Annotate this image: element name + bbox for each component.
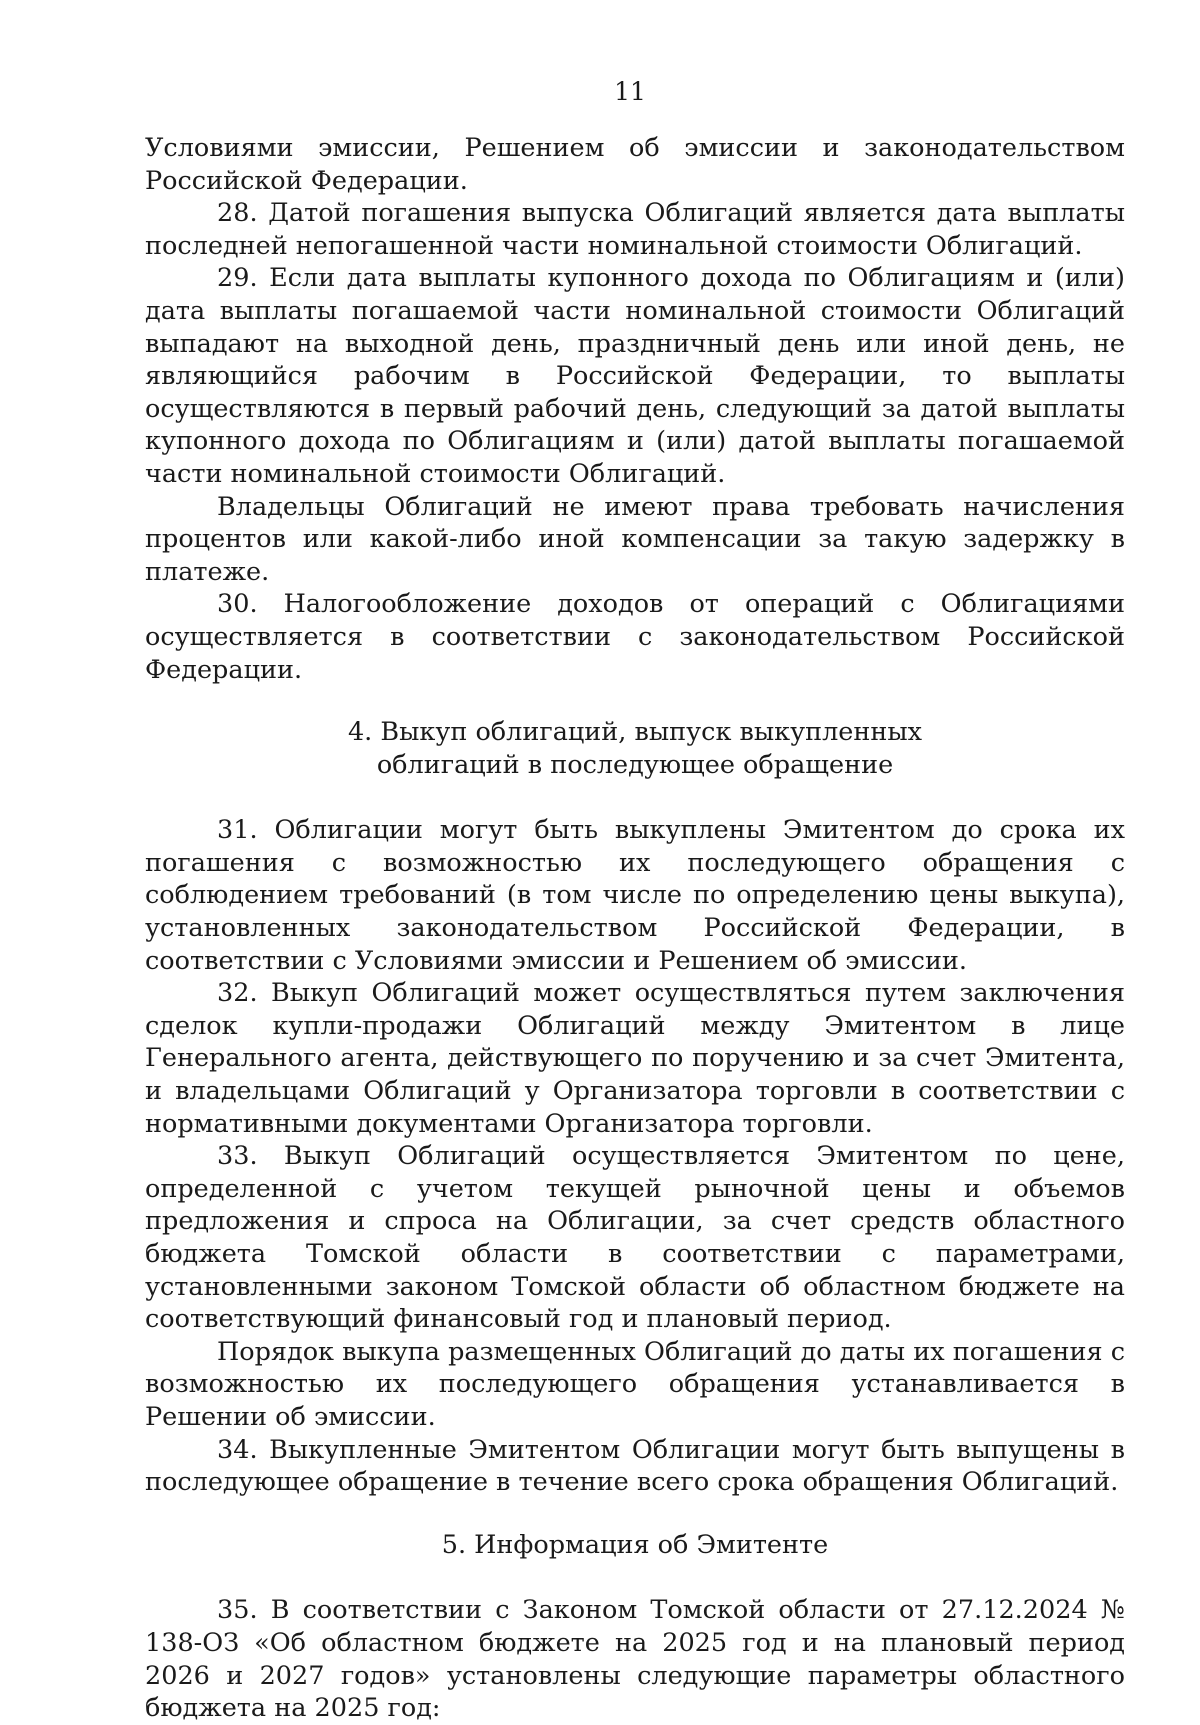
- paragraph-31: 31. Облигации могут быть выкуплены Эмитентом до срока их погашения с возможностью их последующего обращения с соблюдением требований (в том числе по определению цены выкупа), установленных законодательством Российской Федерации, в соответствии с Условиями эмиссии и Решением об эмиссии.: [145, 815, 1125, 976]
- spacer: [145, 1561, 1125, 1594]
- spacer: [145, 686, 1125, 716]
- section-4-heading-line-2: облигаций в последующее обращение: [376, 749, 894, 780]
- paragraph-29: 29. Если дата выплаты купонного дохода по Облигациям и (или) дата выплаты погашаемой части номинальной стоимости Облигаций выпадают на выходной день, праздничный день или иной день, не являющийся рабочим в Российской Федерации, то выплаты осуществляются в первый рабочий день, следующий за датой выплаты купонного дохода по Облигациям и (или) датой выплаты погашаемой части номинальной стоимости Облигаций.: [145, 263, 1125, 489]
- section-4-heading-line-1: 4. Выкуп облигаций, выпуск выкупленных: [347, 717, 923, 748]
- spacer: [145, 1499, 1125, 1529]
- spacer: [145, 781, 1125, 814]
- paragraph-28: 28. Датой погашения выпуска Облигаций является дата выплаты последней непогашенной части номинальной стоимости Облигаций.: [145, 198, 1125, 261]
- paragraph-continuation: Условиями эмиссии, Решением об эмиссии и законодательством Российской Федерации.: [145, 133, 1125, 196]
- paragraph-30: 30. Налогообложение доходов от операций с Облигациями осуществляется в соответствии с законодательством Российской Федерации.: [145, 589, 1125, 685]
- section-5-heading: 5. Информация об Эмитенте: [441, 1529, 829, 1560]
- paragraph-33: 33. Выкуп Облигаций осуществляется Эмитентом по цене, определенной с учетом текущей рыночной цены и объемов предложения и спроса на Облигации, за счет средств областного бюджета Томской области в соответствии с параметрами, установленными законом Томской области об областном бюджете на соответствующий финансовый год и плановый период.: [145, 1141, 1125, 1335]
- section-4-heading: [145, 716, 1125, 781]
- document-body: [145, 132, 1125, 1725]
- page-number: 11: [614, 77, 646, 106]
- paragraph-33-procedure: Порядок выкупа размещенных Облигаций до даты их погашения с возможностью их последующего обращения устанавливается в Решении об эмиссии.: [145, 1336, 1125, 1432]
- paragraph-35: 35. В соответствии с Законом Томской области от 27.12.2024 № 138-ОЗ «Об областном бюджете на 2025 год и на плановый период 2026 и 2027 годов» установлены следующие параметры областного бюджета на 2025 год:: [145, 1595, 1125, 1724]
- paragraph-32: 32. Выкуп Облигаций может осуществляться путем заключения сделок купли-продажи Облигаций между Эмитентом в лице Генерального агента, действующего по поручению и за счет Эмитента, и владельцами Облигаций у Организатора торговли в соответствии с нормативными документами Организатора торговли.: [145, 978, 1125, 1139]
- paragraph-29-owners: Владельцы Облигаций не имеют права требовать начисления процентов или какой-либо иной компенсации за такую задержку в платеже.: [145, 491, 1125, 587]
- paragraph-34: 34. Выкупленные Эмитентом Облигации могут быть выпущены в последующее обращение в течение всего срока обращения Облигаций.: [145, 1434, 1125, 1498]
